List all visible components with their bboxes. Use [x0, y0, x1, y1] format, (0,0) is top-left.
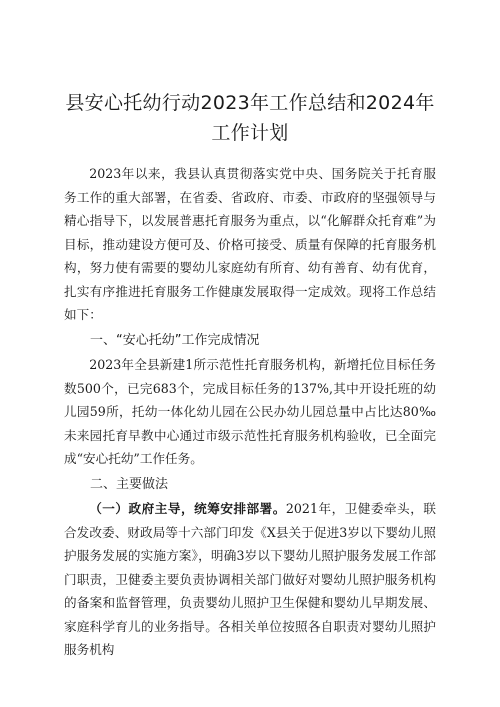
subsection-1-heading: （一）政府主导，统筹安排部署。 — [89, 501, 286, 516]
subsection-1-body: 2021年，卫健委牵头，联合发改委、财政局等十六部门印发《X县关于促进3岁以下婴幼儿照护服务发展的实施方案》，明确3岁以下婴幼儿照护服务发展工作部门职责，卫健委主要负责协调相关部门做好对婴幼儿照护服务机构的备案和监督管理，负责婴幼儿照护卫生保健和婴幼儿早期发展、家庭科学育儿的业务指导。各相关单位按照各自职责对婴幼儿照护服务机构 — [64, 501, 436, 657]
subsection-1-paragraph — [64, 497, 436, 662]
intro-paragraph: 2023年以来，我县认真贯彻落实党中央、国务院关于托育服务工作的重大部署，在省委、省政府、市委、市政府的坚强领导与精心指导下，以发展普惠托育服务为重点，以“化解群众托育难”为目标，推动建设方便可及、价格可接受、质量有保障的托育服务机构，努力使有需要的婴幼儿家庭幼有所育、幼有善育、幼有优育，扎实有序推进托育服务工作健康发展取得一定成效。现将工作总结如下： — [64, 166, 436, 322]
title-line-2: 工作计划 — [211, 122, 289, 144]
section-2-heading: 二、主要做法 — [90, 476, 169, 492]
title-line-1: 县安心托幼行动2023年工作总结和2024年 — [65, 92, 435, 114]
document-title — [64, 88, 436, 148]
section-1-heading: 一、“安心托幼”工作完成情况 — [90, 332, 260, 348]
section-1-paragraph: 2023年全县新建1所示范性托育服务机构，新增托位目标任务数500个，已完683个，完成目标任务的137%,其中开设托班的幼儿园59所，托幼一体化幼儿园在公民办幼儿园总量中占比达80‰未来园托育早教中心通过市级示范性托育服务机构验收，已全面完成“安心托幼”工作任务。 — [64, 357, 436, 466]
